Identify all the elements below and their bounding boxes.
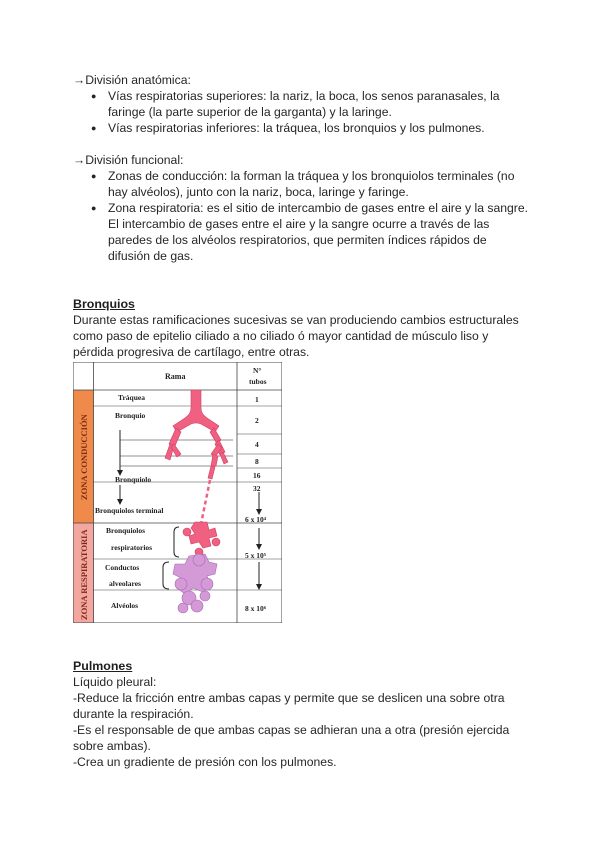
functional-item-2-line-3: paredes de los alvéolos respiratorios, que permiten índices rápidos de <box>108 233 487 247</box>
header-rama: Rama <box>165 372 186 381</box>
tube-count: 1 <box>255 395 259 404</box>
anatomical-item-2-line-1: Vías respiratorias inferiores: la tráquea, los bronquios y los pulmones. <box>108 121 485 135</box>
functional-item-1-line-1: Zonas de conducción: la forman la tráquea y los bronquiolos terminales (no <box>108 169 515 183</box>
pulmones-line-2: -Reduce la fricción entre ambas capas y permite que se deslicen una sobre otra <box>73 691 505 705</box>
tube-count-terminal: 6 x 10⁴ <box>245 515 266 524</box>
functional-item-1-line-2: hay alvéolos), junto con la nariz, boca, laringe y faringe. <box>108 185 409 199</box>
tube-count-respiratory: 5 x 10⁵ <box>245 551 266 560</box>
label-terminal: Bronquiolos terminal <box>95 506 164 515</box>
airway-branching-figure <box>73 362 282 623</box>
functional-item-2-line-4: difusión de gas. <box>108 249 194 263</box>
tube-count-alveoli: 8 x 10⁶ <box>245 604 266 613</box>
tube-count: 2 <box>255 416 259 425</box>
pulmones-line-1: Líquido pleural: <box>73 675 157 689</box>
functional-item-2-line-2: El intercambio de gases entre el aire y la sangre ocurre a través de las <box>108 217 490 231</box>
pulmones-line-6: -Crea un gradiente de presión con los pulmones. <box>73 755 337 769</box>
bullet-dot: ● <box>91 203 97 213</box>
bullet-dot: ● <box>91 171 97 181</box>
tube-count: 8 <box>255 457 259 466</box>
label-alveolos: Alvéolos <box>111 601 139 610</box>
header-tubos-1: N° <box>253 366 262 375</box>
tube-count: 32 <box>253 484 261 493</box>
bronquios-line-3: pérdida progresiva de cartílago, entre otras. <box>73 345 310 359</box>
bronquios-heading: Bronquios <box>73 297 135 311</box>
pulmones-line-4: -Es el responsable de que ambas capas se adhieran una a otra (presión ejercida <box>73 723 510 737</box>
bronquios-line-1: Durante estas ramificaciones sucesivas se van produciendo cambios estructurales <box>73 313 519 327</box>
label-cond-2: alveolares <box>109 579 141 588</box>
functional-item-2-line-1: Zona respiratoria: es el sitio de intercambio de gases entre el aire y la sangre. <box>108 201 529 215</box>
tube-count: 4 <box>255 440 259 449</box>
label-resp-2: respiratorios <box>111 543 153 552</box>
bullet-dot: ● <box>91 123 97 133</box>
anatomical-item-1-line-2: faringe (la parte superior de la garganta) y la laringe. <box>108 105 392 119</box>
bronquios-line-2: como paso de epitelio ciliado a no ciliado ó mayor cantidad de músculo liso y <box>73 329 489 343</box>
pulmones-line-3: durante la respiración. <box>73 707 194 721</box>
anatomical-title: →División anatómica: <box>73 73 191 87</box>
header-tubos-2: tubos <box>249 377 267 386</box>
label-resp-1: Bronquiolos <box>106 526 146 535</box>
label-bronquio: Bronquio <box>115 411 146 420</box>
label-traquea: Tráquea <box>118 393 145 402</box>
pulmones-heading: Pulmones <box>73 659 133 673</box>
bullet-dot: ● <box>91 91 97 101</box>
tube-count: 16 <box>253 471 261 480</box>
zone-respiratory-label: ZONA RESPIRATORIA <box>79 529 89 620</box>
zone-conduction-label: ZONA CONDUCCIÓN <box>79 414 89 500</box>
anatomical-item-1-line-1: Vías respiratorias superiores: la nariz, la boca, los senos paranasales, la <box>108 89 500 103</box>
pulmones-line-5: sobre ambas). <box>73 739 151 753</box>
label-cond-1: Conductos <box>105 563 140 572</box>
label-bronquiolo: Bronquiolo <box>115 475 152 484</box>
functional-title: →División funcional: <box>73 153 184 167</box>
